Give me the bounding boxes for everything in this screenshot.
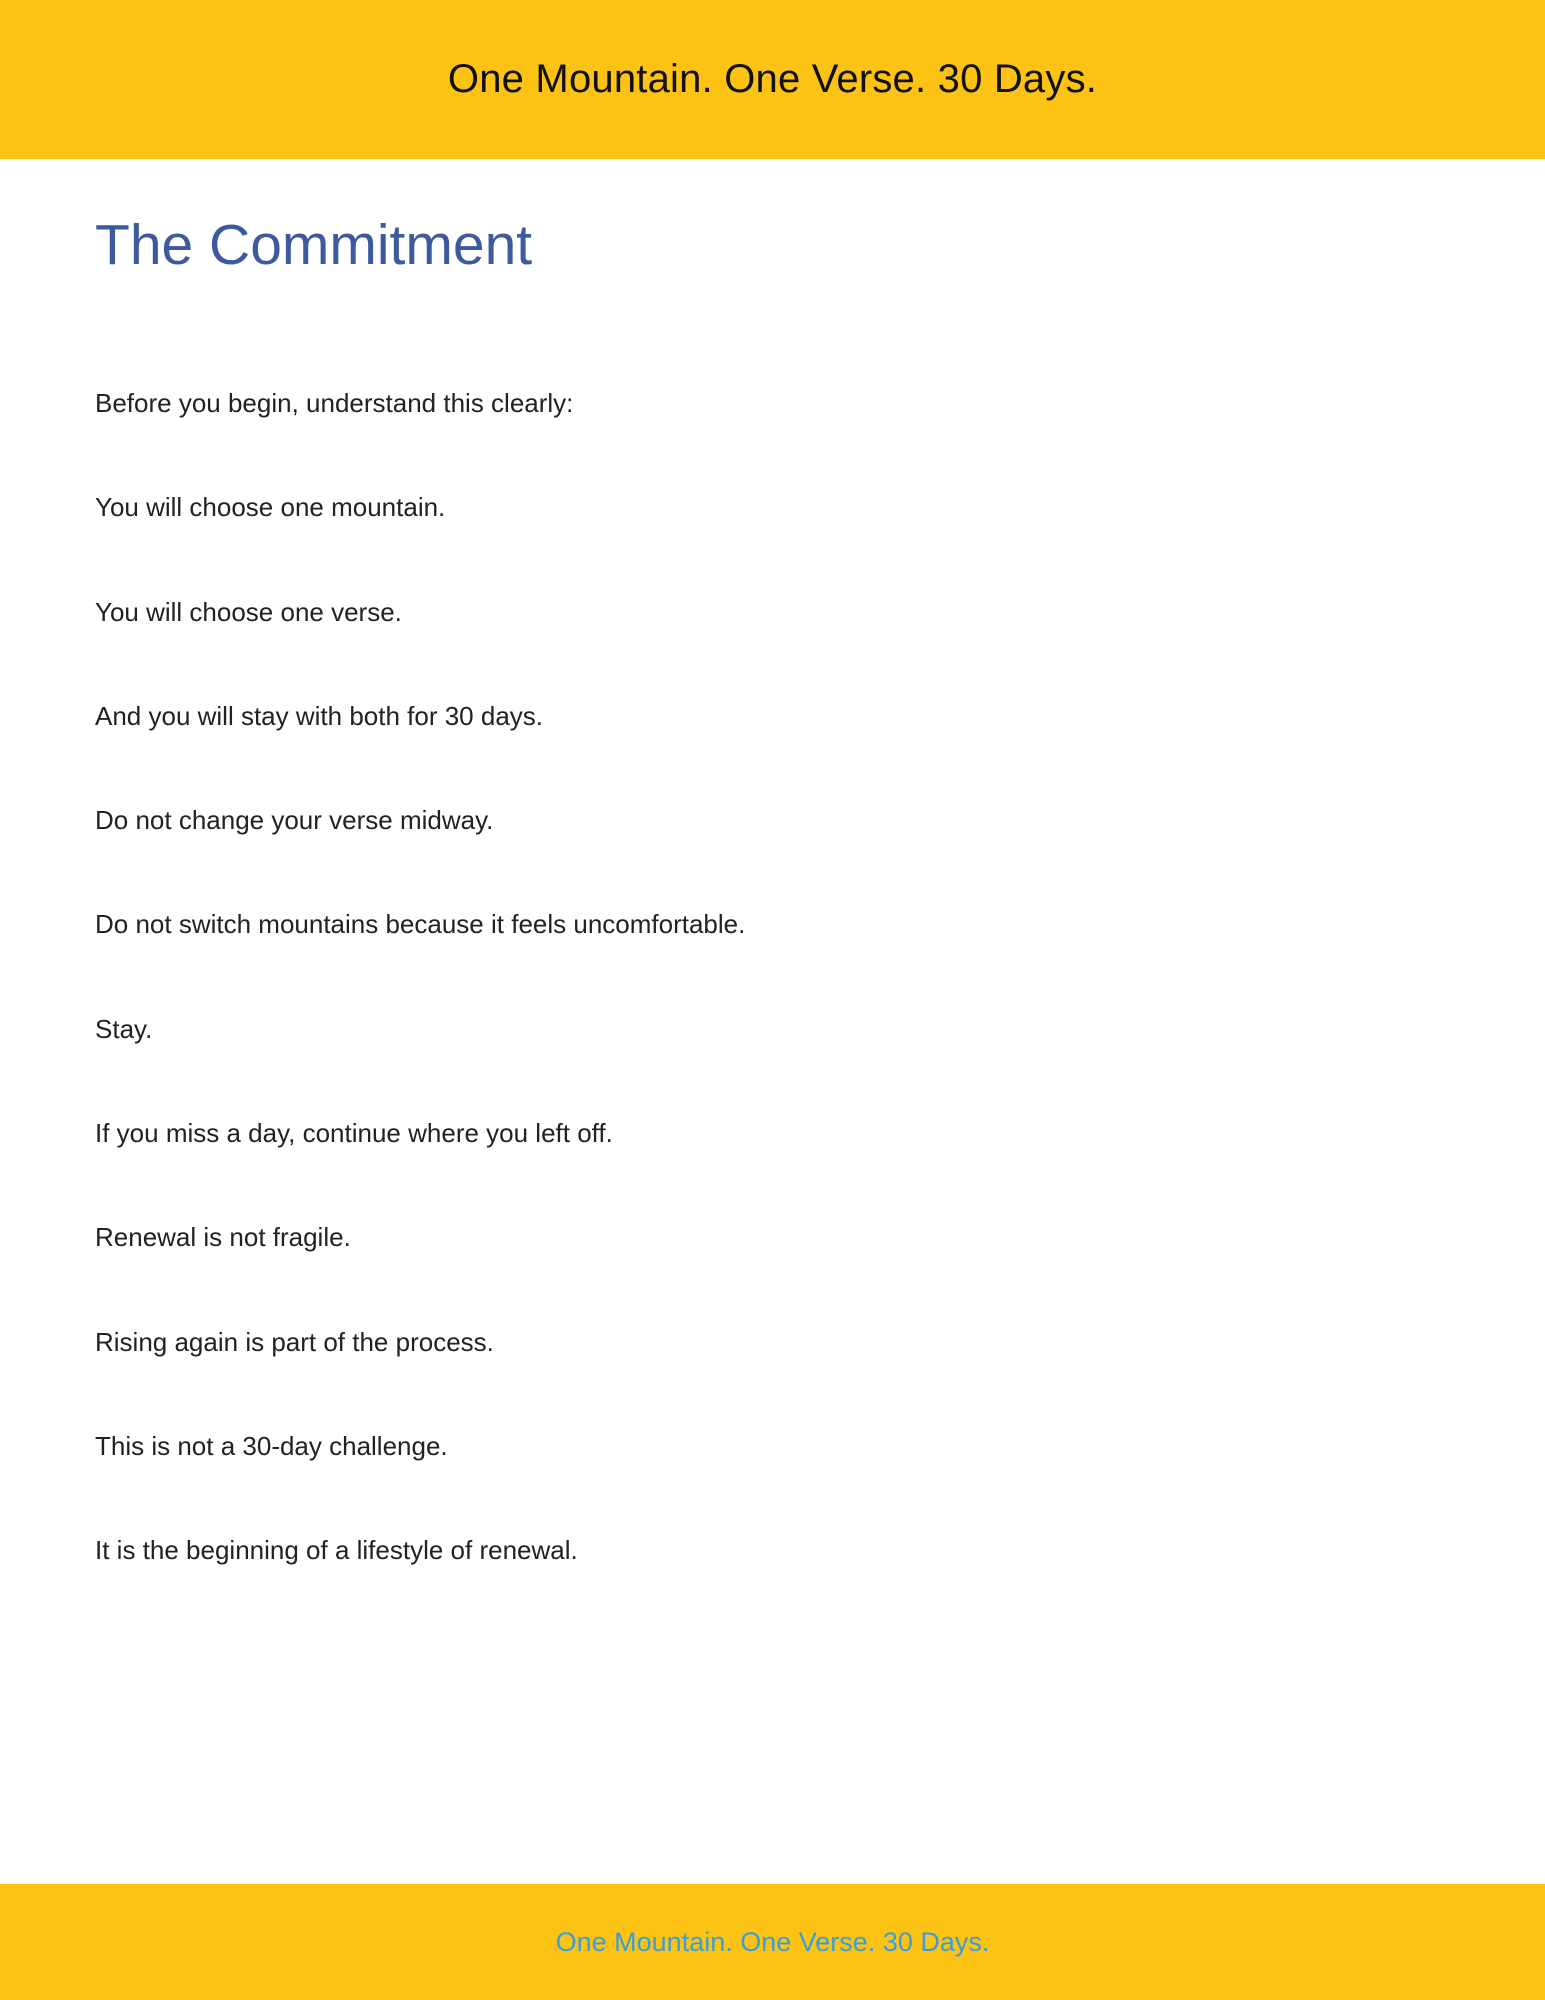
commitment-text	[95, 380, 1445, 1632]
paragraph: Rising again is part of the process.	[95, 1326, 494, 1357]
paragraph: You will choose one mountain.	[95, 492, 446, 523]
paragraph: You will choose one verse.	[95, 596, 402, 627]
header-title: One Mountain. One Verse. 30 Days.	[447, 57, 1098, 101]
paragraph: If you miss a day, continue where you left off.	[95, 1118, 613, 1149]
paragraph: Stay.	[95, 1013, 153, 1044]
section-heading: The Commitment	[95, 213, 533, 277]
paragraph: It is the beginning of a lifestyle of renewal.	[95, 1535, 578, 1566]
paragraph: Before you begin, understand this clearly:	[95, 388, 574, 418]
footer-banner	[0, 1884, 1545, 2000]
paragraph: Do not switch mountains because it feels uncomfortable.	[95, 909, 746, 940]
paragraph: And you will stay with both for 30 days.	[95, 700, 544, 731]
paragraph: Do not change your verse midway.	[95, 805, 494, 836]
footer-text: One Mountain. One Verse. 30 Days.	[555, 1926, 990, 1957]
paragraph: This is not a 30-day challenge.	[95, 1430, 448, 1461]
paragraph: Renewal is not fragile.	[95, 1222, 351, 1253]
header-banner	[0, 0, 1545, 159]
